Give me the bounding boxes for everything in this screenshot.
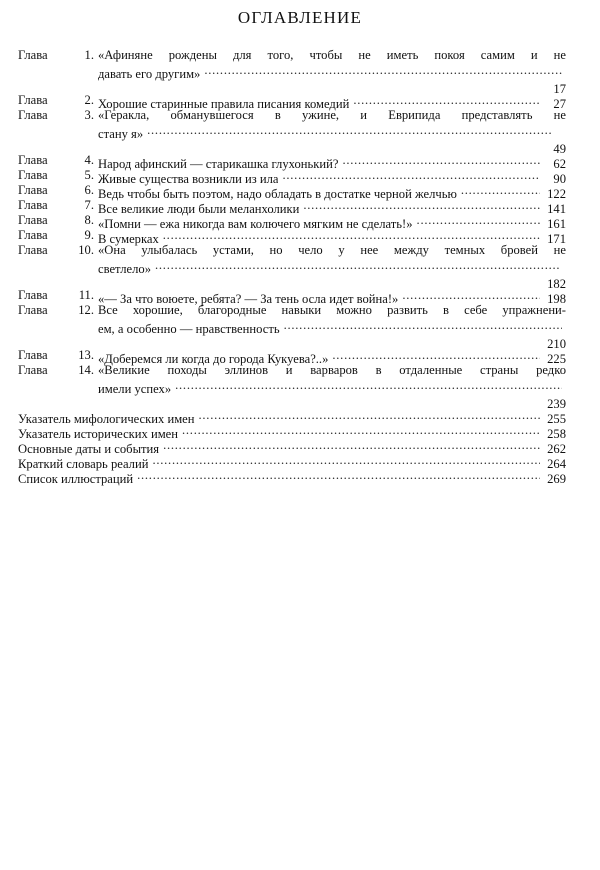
chapter-number: 2. xyxy=(84,93,94,107)
chapter-label: Глава xyxy=(18,213,48,227)
chapter-title xyxy=(98,108,566,156)
toc-chapter-entry xyxy=(18,288,566,306)
page-number: 27 xyxy=(553,97,566,111)
appendix-title xyxy=(18,408,566,426)
appendix-text: Указатель мифологических имен xyxy=(18,412,195,426)
chapter-number: 13. xyxy=(78,348,94,362)
chapter-title-line xyxy=(98,288,566,306)
appendix-text: Краткий словарь реалий xyxy=(18,457,149,471)
appendix-title xyxy=(18,438,566,456)
chapter-title-line xyxy=(98,93,566,111)
leader-dots xyxy=(163,438,540,453)
chapter-title xyxy=(98,228,566,246)
leader-dots xyxy=(417,213,540,228)
appendix-text: Список иллюстраций xyxy=(18,472,134,486)
chapter-title xyxy=(98,168,566,186)
toc-chapter-entry xyxy=(18,168,566,186)
page-number: 210 xyxy=(547,337,566,351)
appendix-title xyxy=(18,468,566,486)
chapter-number: 11. xyxy=(78,288,94,302)
appendix-line xyxy=(18,408,566,426)
chapter-title xyxy=(98,213,566,231)
toc-chapter-entry xyxy=(18,198,566,216)
leader-dots xyxy=(175,378,562,393)
page-number: 269 xyxy=(547,472,566,486)
leader-dots xyxy=(147,123,562,138)
chapter-title xyxy=(98,48,566,96)
page-number: 262 xyxy=(547,442,566,456)
toc-appendix-entry xyxy=(18,453,566,471)
toc-appendix-entry xyxy=(18,408,566,426)
appendix-title xyxy=(18,453,566,471)
chapter-title-line xyxy=(98,213,566,231)
chapter-label: Глава xyxy=(18,108,48,122)
leader-dots xyxy=(155,258,562,273)
chapter-title-text: В сумерках xyxy=(98,232,159,246)
leader-dots xyxy=(342,153,540,168)
chapter-title xyxy=(98,153,566,171)
chapter-title-line xyxy=(98,318,566,336)
chapter-title-text: Ведь чтобы быть поэтом, надо обладать в достатке черной желчью xyxy=(98,187,457,201)
chapter-label: Глава xyxy=(18,48,48,62)
page-number: 239 xyxy=(547,397,566,411)
leader-dots xyxy=(199,408,541,423)
chapter-number: 1. xyxy=(84,48,94,62)
chapter-title-text: ем, а особенно — нравственность xyxy=(98,322,280,336)
toc-chapter-entry xyxy=(18,48,566,96)
chapter-label: Глава xyxy=(18,243,48,257)
appendix-line xyxy=(18,453,566,471)
chapter-title-line xyxy=(98,228,566,246)
chapter-title xyxy=(98,303,566,351)
appendix-title xyxy=(18,423,566,441)
chapter-title-line xyxy=(98,63,566,81)
toc-chapter-entry xyxy=(18,153,566,171)
leader-dots xyxy=(282,168,540,183)
chapter-title-line xyxy=(98,303,566,318)
chapter-title-line xyxy=(98,198,566,216)
page-number: 49 xyxy=(553,142,566,156)
chapter-number: 8. xyxy=(84,213,94,227)
chapter-title xyxy=(98,183,566,201)
leader-dots xyxy=(303,198,540,213)
chapter-title-line xyxy=(98,258,566,276)
chapter-title-line xyxy=(98,123,566,141)
chapter-title-line xyxy=(98,363,566,378)
chapter-label: Глава xyxy=(18,168,48,182)
appendix-text: Указатель исторических имен xyxy=(18,427,179,441)
chapter-number: 9. xyxy=(84,228,94,242)
chapter-title xyxy=(98,363,566,411)
chapter-title-text: «Доберемся ли когда до города Кукуева?..» xyxy=(98,352,329,366)
leader-dots xyxy=(402,288,540,303)
chapter-title-text: «Геракла, обманувшегося в ужине, и Еврипида представлять не xyxy=(98,108,566,122)
chapter-title-line xyxy=(98,153,566,171)
page-number: 264 xyxy=(547,457,566,471)
chapter-title-line xyxy=(98,378,566,396)
appendix-line xyxy=(18,438,566,456)
chapter-label: Глава xyxy=(18,198,48,212)
page-number: 225 xyxy=(547,352,566,366)
leader-dots xyxy=(152,453,540,468)
page-number: 90 xyxy=(553,172,566,186)
chapter-title-text: «Она улыбалась устами, но чело у нее между темных бровей не xyxy=(98,243,566,257)
toc-chapter-entry xyxy=(18,228,566,246)
chapter-title-line xyxy=(98,48,566,63)
page-title: ОГЛАВЛЕНИЕ xyxy=(237,8,363,27)
leader-dots xyxy=(163,228,540,243)
toc-chapter-entry xyxy=(18,303,566,351)
chapter-title xyxy=(98,288,566,306)
chapter-number: 4. xyxy=(84,153,94,167)
toc-chapter-entry xyxy=(18,93,566,111)
chapter-page-line xyxy=(98,138,566,156)
leader-dots xyxy=(353,93,540,108)
toc-appendix-entry xyxy=(18,423,566,441)
chapter-title xyxy=(98,243,566,291)
toc-chapter-entry xyxy=(18,213,566,231)
chapter-title-text: «Афиняне рождены для того, чтобы не иметь покоя самим и не xyxy=(98,48,566,62)
chapter-label: Глава xyxy=(18,363,48,377)
page-number: 122 xyxy=(547,187,566,201)
chapter-label: Глава xyxy=(18,153,48,167)
leader-dots xyxy=(284,318,562,333)
chapter-number: 7. xyxy=(84,198,94,212)
page-number: 62 xyxy=(553,157,566,171)
toc-chapter-entry xyxy=(18,183,566,201)
page-number: 258 xyxy=(547,427,566,441)
appendix-line xyxy=(18,468,566,486)
chapter-number: 5. xyxy=(84,168,94,182)
page-number: 17 xyxy=(553,82,566,96)
page-number: 161 xyxy=(547,217,566,231)
chapter-title-text: давать его другим» xyxy=(98,67,201,81)
chapter-title-text: «Помни — ежа никогда вам колючего мягким не сделать!» xyxy=(98,217,413,231)
chapter-title-text: имели успех» xyxy=(98,382,172,396)
chapter-title-text: Все великие люди были меланхолики xyxy=(98,202,300,216)
toc-appendix-entry xyxy=(18,438,566,456)
toc-appendix-entry xyxy=(18,468,566,486)
leader-dots xyxy=(332,348,540,363)
chapter-number: 10. xyxy=(78,243,94,257)
page-number: 182 xyxy=(547,277,566,291)
chapter-title xyxy=(98,198,566,216)
leader-dots xyxy=(137,468,540,483)
chapter-label: Глава xyxy=(18,303,48,317)
appendix-line xyxy=(18,423,566,441)
toc-chapter-entry xyxy=(18,363,566,411)
page-number: 171 xyxy=(547,232,566,246)
chapter-title xyxy=(98,348,566,366)
appendix-text: Основные даты и события xyxy=(18,442,160,456)
chapter-label: Глава xyxy=(18,348,48,362)
page-number: 255 xyxy=(547,412,566,426)
leader-dots xyxy=(204,63,562,78)
chapter-title-text: «Великие походы эллинов и варваров в отдаленные страны редко xyxy=(98,363,566,377)
chapter-title-line xyxy=(98,108,566,123)
chapter-label: Глава xyxy=(18,228,48,242)
chapter-number: 12. xyxy=(78,303,94,317)
leader-dots xyxy=(461,183,540,198)
chapter-number: 14. xyxy=(78,363,94,377)
toc-chapter-entry xyxy=(18,348,566,366)
table-of-contents xyxy=(18,48,566,486)
chapter-title-text: «— За что воюете, ребята? — За тень осла идет война!» xyxy=(98,292,399,306)
toc-chapter-entry xyxy=(18,243,566,291)
toc-chapter-entry xyxy=(18,108,566,156)
chapter-label: Глава xyxy=(18,93,48,107)
chapter-title-text: Все хорошие, благородные навыки можно развить в себе упражнени- xyxy=(98,303,566,317)
chapter-page-line xyxy=(98,273,566,291)
chapter-number: 6. xyxy=(84,183,94,197)
chapter-number: 3. xyxy=(84,108,94,122)
chapter-label: Глава xyxy=(18,183,48,197)
page-number: 141 xyxy=(547,202,566,216)
chapter-title-text: Хорошие старинные правила писания комедий xyxy=(98,97,350,111)
chapter-title-line xyxy=(98,183,566,201)
chapter-label: Глава xyxy=(18,288,48,302)
chapter-title-text: Живые существа возникли из ила xyxy=(98,172,279,186)
chapter-title-text: светлело» xyxy=(98,262,151,276)
leader-dots xyxy=(182,423,540,438)
chapter-title-line xyxy=(98,243,566,258)
chapter-title-text: стану я» xyxy=(98,127,144,141)
chapter-title xyxy=(98,93,566,111)
chapter-title-line xyxy=(98,348,566,366)
chapter-title-text: Народ афинский — старикашка глухонький? xyxy=(98,157,339,171)
chapter-title-line xyxy=(98,168,566,186)
page-number: 198 xyxy=(547,292,566,306)
